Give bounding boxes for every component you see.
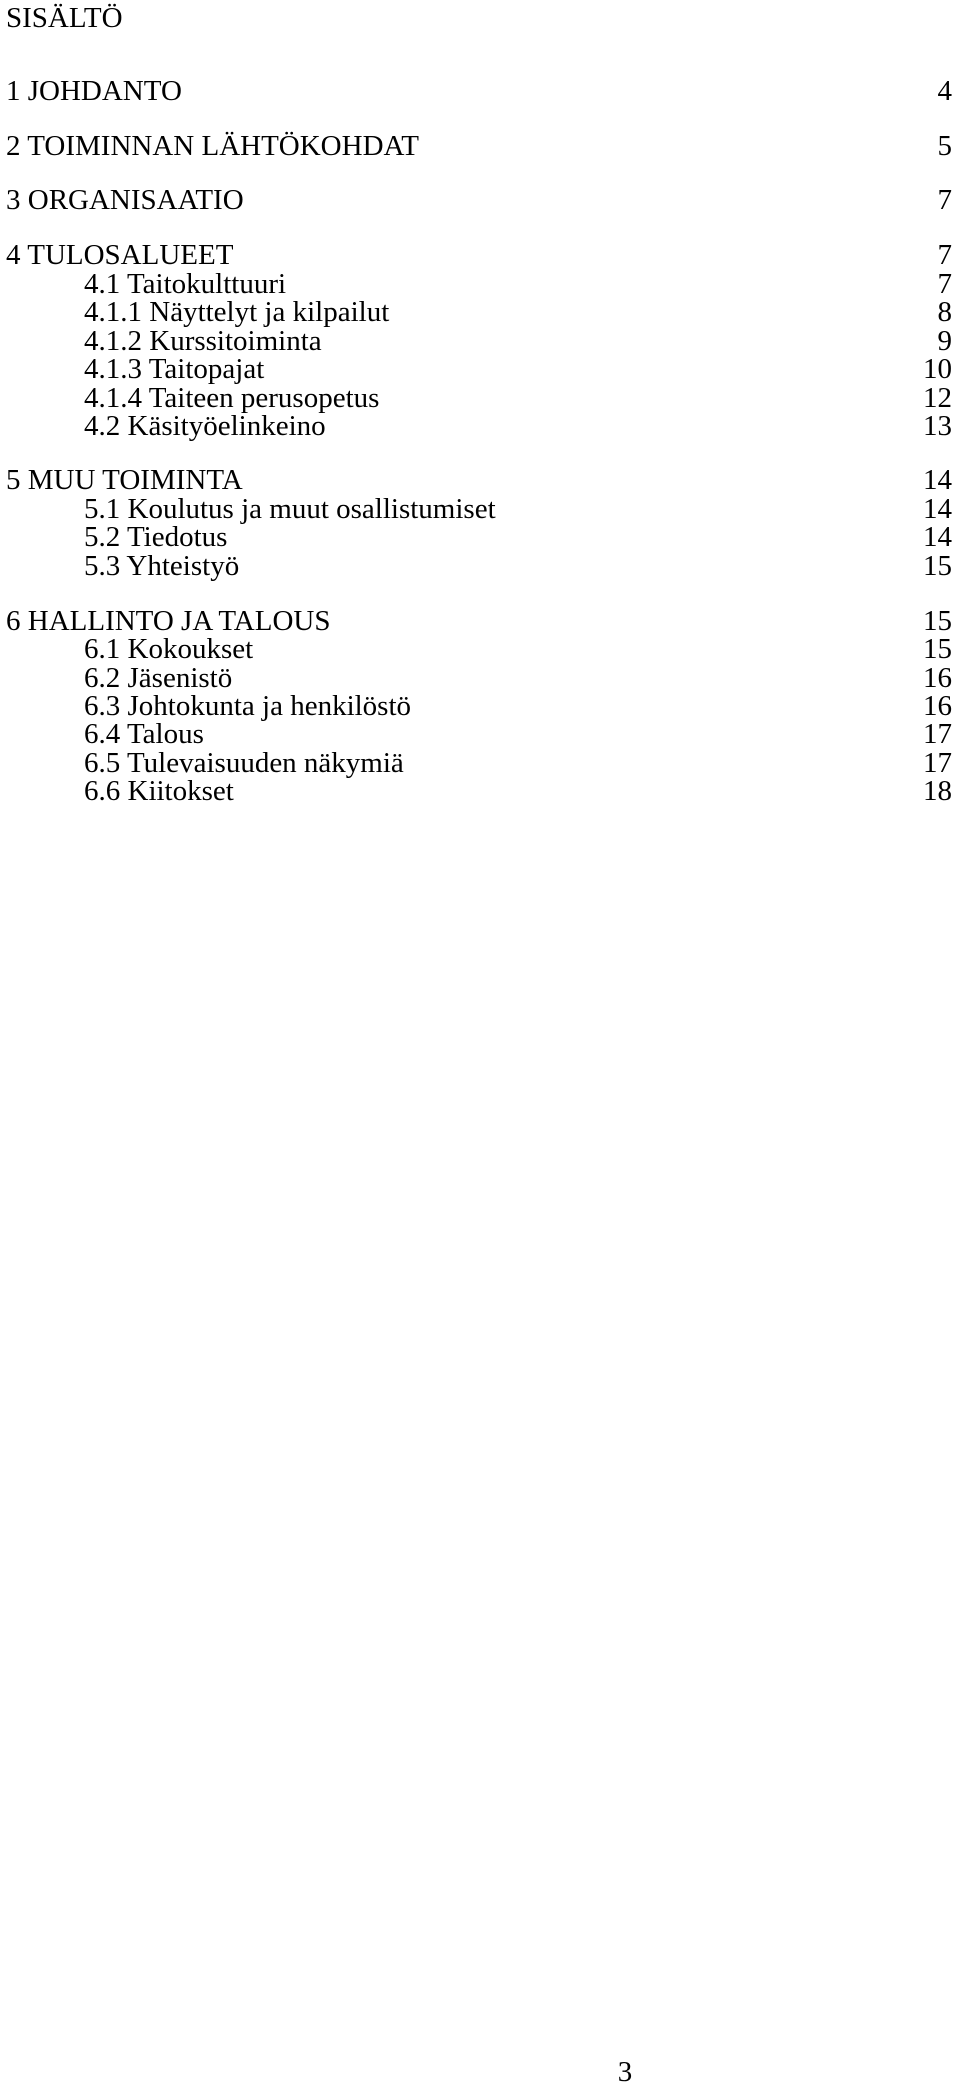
- toc-entry-label: 3 ORGANISAATIO: [6, 184, 244, 216]
- toc-entry-page: 12: [923, 382, 952, 414]
- toc-entry-label: 4.1.4 Taiteen perusopetus: [84, 382, 380, 414]
- toc-entry-page: 17: [923, 718, 952, 750]
- toc-entry-page: 17: [923, 747, 952, 779]
- toc-entry: [0, 548, 960, 584]
- toc-entry-label: 6.1 Kokoukset: [84, 633, 254, 665]
- toc-entry-label: 5.1 Koulutus ja muut osallistumiset: [84, 493, 496, 525]
- toc-entry-page: 10: [923, 353, 952, 385]
- toc-entry-page: 7: [937, 268, 952, 300]
- toc-entry-label: 4 TULOSALUEET: [6, 239, 234, 271]
- toc-entry-label: 6 HALLINTO JA TALOUS: [6, 605, 331, 637]
- toc-entry-label: 6.3 Johtokunta ja henkilöstö: [84, 690, 412, 722]
- toc-entry-page: 9: [937, 325, 952, 357]
- toc-entry-page: 7: [937, 184, 952, 216]
- toc-entry: [0, 773, 960, 809]
- toc-entry-label: 6.5 Tulevaisuuden näkymiä: [84, 747, 404, 779]
- toc-entry-page: 14: [923, 464, 952, 496]
- toc-entry-label: 5 MUU TOIMINTA: [6, 464, 243, 496]
- toc-entry-label: 5.2 Tiedotus: [84, 521, 228, 553]
- toc-entry: [0, 408, 960, 444]
- toc-entry-label: 6.4 Talous: [84, 718, 204, 750]
- toc-entry-page: 14: [923, 521, 952, 553]
- toc-entry-label: 6.2 Jäsenistö: [84, 662, 233, 694]
- toc-entry-page: 15: [923, 605, 952, 637]
- toc-entry-page: 18: [923, 775, 952, 807]
- toc-entry-label: 2 TOIMINNAN LÄHTÖKOHDAT: [6, 130, 419, 162]
- toc-entry-label: 5.3 Yhteistyö: [84, 550, 240, 582]
- toc-entry: [0, 128, 960, 164]
- toc-entry-page: 14: [923, 493, 952, 525]
- page-number-text: 3: [617, 2056, 633, 2088]
- toc-entry-page: 16: [923, 662, 952, 694]
- toc-entry-page: 5: [937, 130, 952, 162]
- toc-entry-page: 13: [923, 410, 952, 442]
- toc-heading: SISÄLTÖ: [6, 2, 123, 34]
- toc-entry-page: 15: [923, 633, 952, 665]
- toc-entry-page: 16: [923, 690, 952, 722]
- toc-entry-label: 4.1.1 Näyttelyt ja kilpailut: [84, 296, 390, 328]
- toc-entry-label: 4.1.3 Taitopajat: [84, 353, 265, 385]
- toc-entry-page: 4: [937, 75, 952, 107]
- table-of-contents: [0, 0, 960, 807]
- toc-entry-label: 6.6 Kiitokset: [84, 775, 234, 807]
- toc-entry-label: 4.2 Käsityöelinkeino: [84, 410, 326, 442]
- toc-entry-page: 8: [937, 296, 952, 328]
- page-number: [0, 2054, 960, 2090]
- toc-entry-page: 7: [937, 239, 952, 271]
- toc-entry: [0, 73, 960, 109]
- toc-entry-label: 1 JOHDANTO: [6, 75, 182, 107]
- toc-entry-label: 4.1 Taitokulttuuri: [84, 268, 287, 300]
- toc-entry-label: 4.1.2 Kurssitoiminta: [84, 325, 322, 357]
- toc-entry-page: 15: [923, 550, 952, 582]
- toc-entry: [0, 182, 960, 218]
